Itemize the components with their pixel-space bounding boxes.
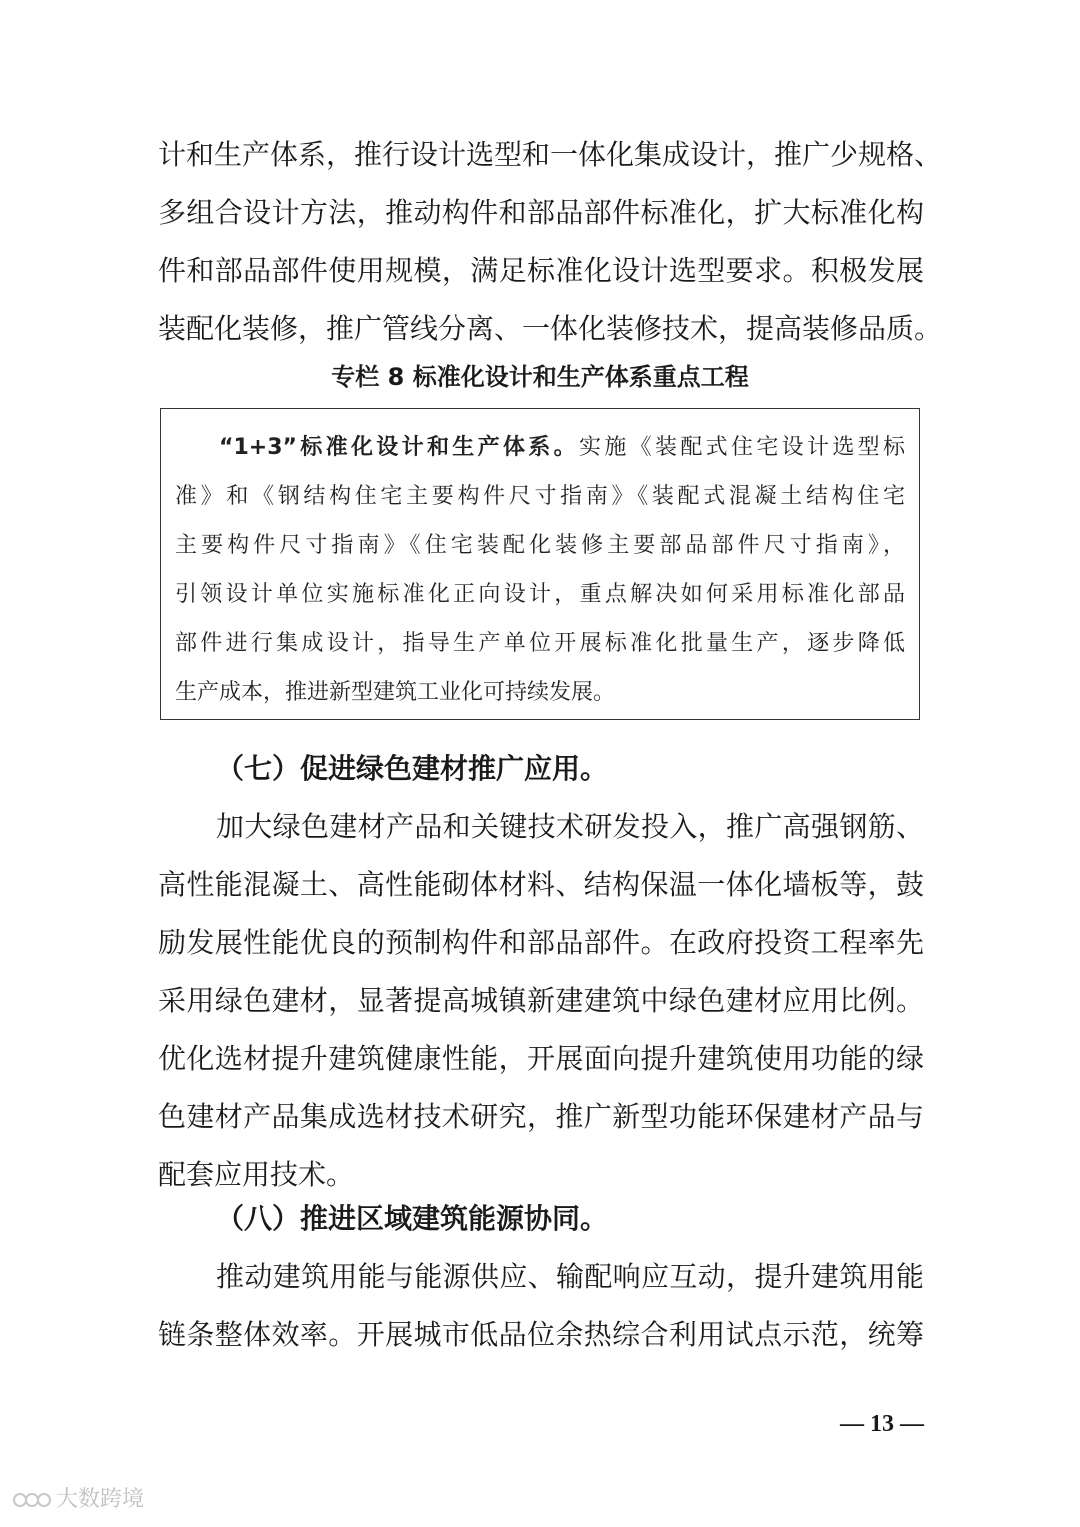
text-line: 多组合设计方法，推动构件和部品部件标准化，扩大标准化构 (158, 196, 924, 229)
box-line: 引领设计单位实施标准化正向设计，重点解决如何采用标准化部品 (175, 582, 905, 607)
section-8-heading: （八）推进区域建筑能源协同。 (216, 1202, 609, 1235)
paragraph-intro (158, 126, 943, 358)
box-line: 准》和《钢结构住宅主要构件尺寸指南》《装配式混凝土结构住宅 (175, 484, 905, 509)
text-line: 高性能混凝土、高性能砌体材料、结构保温一体化墙板等，鼓 (158, 868, 924, 901)
text-line: 计和生产体系，推行设计选型和一体化集成设计，推广少规格、 (158, 138, 943, 171)
section-7-body (158, 798, 924, 1204)
text-line: 色建材产品集成选材技术研究，推广新型功能环保建材产品与 (158, 1100, 924, 1133)
watermark-text: 大数跨境 (56, 1487, 145, 1512)
feature-box (160, 408, 920, 720)
section-7-heading: （七）促进绿色建材推广应用。 (216, 752, 609, 785)
box-lead: “1+3”标准化设计和生产体系。 (219, 435, 579, 460)
page-number: — 13 — (840, 1411, 924, 1437)
text-line: 件和部品部件使用规模，满足标准化设计选型要求。积极发展 (158, 254, 924, 287)
text-line: 优化选材提升建筑健康性能，开展面向提升建筑使用功能的绿 (158, 1042, 924, 1075)
box-line: 生产成本，推进新型建筑工业化可持续发展。 (175, 680, 616, 705)
box-line: 主要构件尺寸指南》《住宅装配化装修主要部品部件尺寸指南》， (175, 533, 905, 558)
text-line: 加大绿色建材产品和关键技术研发投入，推广高强钢筋、 (216, 810, 924, 843)
text-line: 配套应用技术。 (158, 1158, 355, 1191)
box-title: 专栏 8 标准化设计和生产体系重点工程 (331, 363, 749, 391)
logo-icon (12, 1489, 52, 1511)
box-line (175, 423, 905, 472)
text-line: 励发展性能优良的预制构件和部品部件。在政府投资工程率先 (158, 926, 924, 959)
text-line: 装配化装修，推广管线分离、一体化装修技术，提高装修品质。 (158, 312, 943, 345)
box-lead-rest: 实施《装配式住宅设计选型标 (578, 435, 905, 460)
text-line: 链条整体效率。开展城市低品位余热综合利用试点示范，统筹 (158, 1318, 924, 1351)
section-8-body (158, 1248, 924, 1364)
feature-box-body (175, 423, 905, 717)
watermark (12, 1484, 144, 1516)
box-line: 部件进行集成设计，指导生产单位开展标准化批量生产，逐步降低 (175, 631, 905, 656)
text-line: 推动建筑用能与能源供应、输配响应互动，提升建筑用能 (216, 1260, 924, 1293)
text-line: 采用绿色建材，显著提高城镇新建建筑中绿色建材应用比例。 (158, 984, 924, 1017)
